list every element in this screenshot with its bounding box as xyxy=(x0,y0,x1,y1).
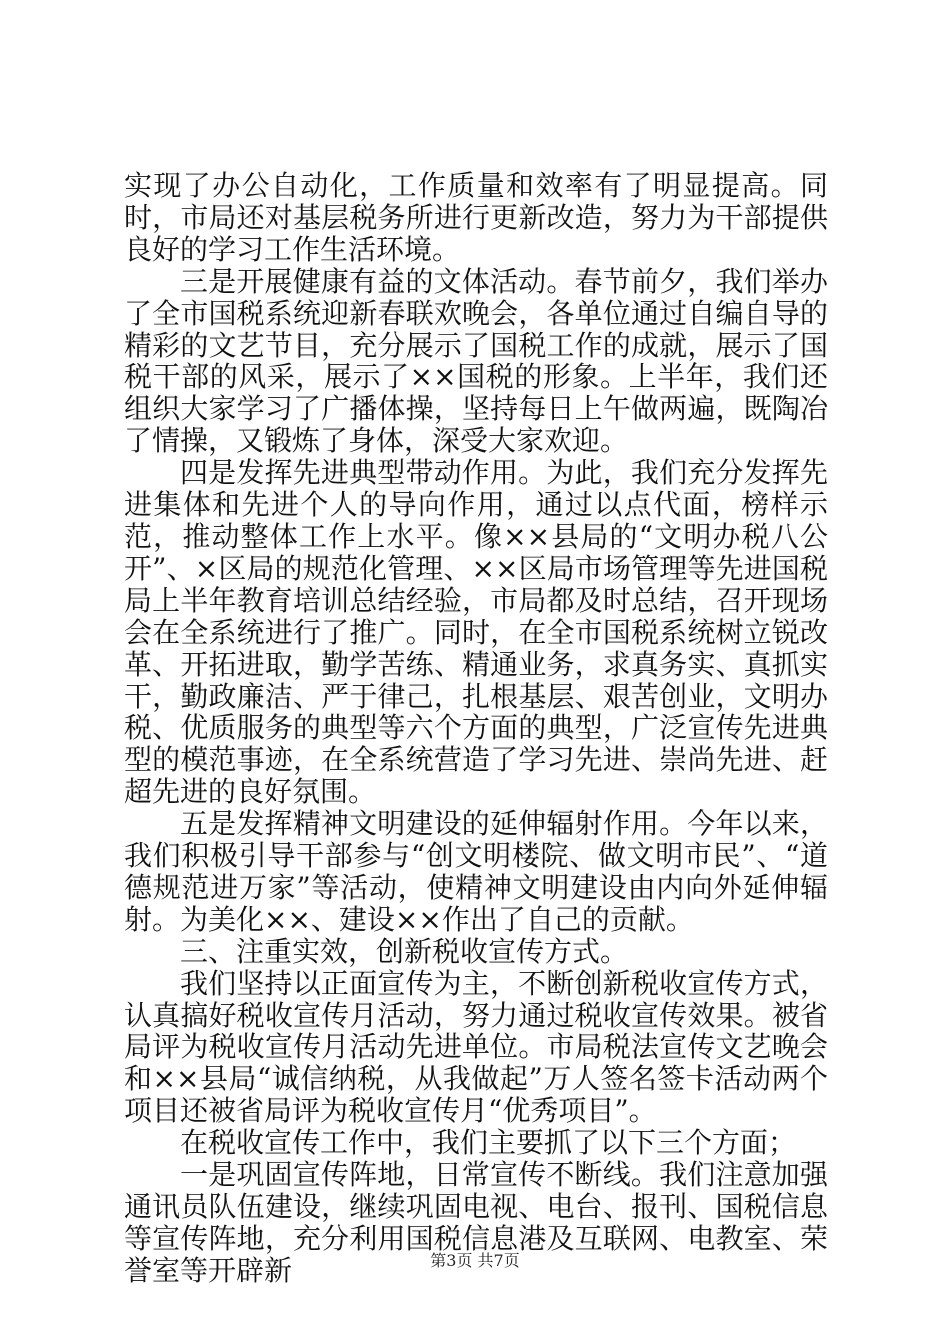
page-number-footer: 第3页 共7页 xyxy=(430,1251,520,1270)
paragraph-cultural-activities: 三是开展健康有益的文体活动。春节前夕，我们举办了全市国税系统迎新春联欢晚会，各单位通过自编自导的精彩的文艺节目，充分展示了国税工作的成就，展示了国税干部的风采，展示了××国税的形象。上半年，我们还组织大家学习了广播体操，坚持每日上午做两遍，既陶冶了情操，又锻炼了身体，深受大家欢迎。 xyxy=(124,264,828,458)
paragraph-publicity-positions: 一是巩固宣传阵地，日常宣传不断线。我们注意加强通讯员队伍建设，继续巩固电视、电台、报刊、国税信息等宣传阵地，充分利用国税信息港及互联网、电教室、荣誉室等开辟新 xyxy=(124,1158,828,1287)
section-heading-tax-publicity: 三、注重实效，创新税收宣传方式。 xyxy=(180,934,629,968)
paragraph-continuation: 实现了办公自动化，工作质量和效率有了明显提高。同时，市局还对基层税务所进行更新改造，努力为干部提供良好的学习工作生活环境。 xyxy=(124,169,828,266)
paragraph-three-aspects: 在税收宣传工作中，我们主要抓了以下三个方面； xyxy=(180,1126,797,1160)
body-text xyxy=(124,170,828,1287)
paragraph-exemplary-models: 四是发挥先进典型带动作用。为此，我们充分发挥先进集体和先进个人的导向作用，通过以点代面，榜样示范，推动整体工作上水平。像××县局的“文明办税八公开”、×区局的规范化管理、××区局市场管理等先进国税局上半年教育培训总结经验，市局都及时总结，召开现场会在全系统进行了推广。同时，在全市国税系统树立锐改革、开拓进取，勤学苦练、精通业务，求真务实、真抓实干，勤政廉洁、严于律己，扎根基层、艰苦创业，文明办税、优质服务的典型等六个方面的典型，广泛宣传先进典型的模范事迹，在全系统营造了学习先进、崇尚先进、赶超先进的良好氛围。 xyxy=(124,456,828,809)
paragraph-publicity-overview: 我们坚持以正面宣传为主，不断创新税收宣传方式，认真搞好税收宣传月活动，努力通过税收宣传效果。被省局评为税收宣传月活动先进单位。市局税法宣传文艺晚会和××县局“诚信纳税，从我做起”万人签名签卡活动两个项目还被省局评为税收宣传月“优秀项目”。 xyxy=(124,966,828,1128)
paragraph-civilization-extension: 五是发挥精神文明建设的延伸辐射作用。今年以来，我们积极引导干部参与“创文明楼院、做文明市民”、“道德规范进万家”等活动，使精神文明建设由内向外延伸辐射。为美化××、建设××作出了自己的贡献。 xyxy=(124,807,828,936)
